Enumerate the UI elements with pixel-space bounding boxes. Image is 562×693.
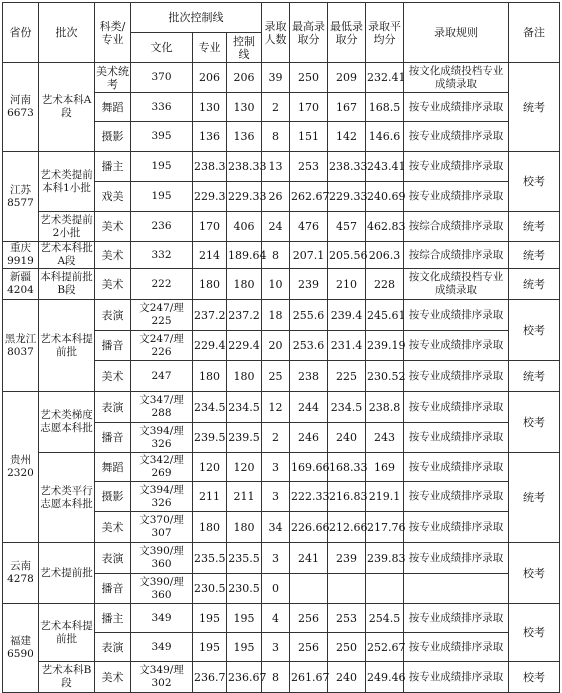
culture-cell: 332 — [131, 242, 193, 269]
category-cell: 戏美 — [95, 182, 131, 212]
category-cell: 舞蹈 — [95, 93, 131, 122]
avg-score-cell: 462.83 — [366, 212, 404, 242]
max-score-cell: 261.67 — [290, 662, 328, 693]
control-line-cell: 136 — [227, 122, 262, 152]
note-cell: 校考 — [509, 662, 560, 693]
culture-cell: 文347/理288 — [131, 392, 193, 423]
province-cell: 福建6590 — [3, 604, 39, 693]
avg-score-cell: 239.83 — [366, 543, 404, 574]
control-line-cell: 180 — [227, 361, 262, 392]
rule-cell: 按专业成绩排序录取 — [404, 300, 509, 331]
category-cell: 美术 — [95, 242, 131, 269]
min-score-cell: 239 — [328, 543, 366, 574]
table-row — [3, 300, 560, 331]
province-cell: 黑龙江8037 — [3, 300, 39, 392]
admit-count-cell: 0 — [262, 574, 290, 604]
admit-count-cell: 12 — [262, 392, 290, 423]
avg-score-cell: 168.5 — [366, 93, 404, 122]
admit-count-cell: 3 — [262, 543, 290, 574]
min-score-cell: 234.5 — [328, 392, 366, 423]
admit-count-cell: 25 — [262, 361, 290, 392]
min-score-cell: 457 — [328, 212, 366, 242]
category-cell: 美术 — [95, 512, 131, 543]
avg-score-cell: 254.5 — [366, 604, 404, 633]
control-line-cell: 237.2 — [227, 300, 262, 331]
admit-count-cell: 20 — [262, 331, 290, 361]
header-batch: 批次 — [39, 3, 95, 63]
note-cell: 统考 — [509, 361, 560, 392]
control-line-cell: 238.33 — [227, 152, 262, 182]
culture-cell: 370 — [131, 63, 193, 93]
culture-cell: 文342/理269 — [131, 453, 193, 482]
province-cell: 江苏8577 — [3, 152, 39, 242]
control-line-cell: 180 — [227, 512, 262, 543]
major-line-cell: 238.3 — [193, 152, 227, 182]
culture-cell: 文370/理307 — [131, 512, 193, 543]
category-cell: 舞蹈 — [95, 453, 131, 482]
avg-score-cell: 217.76 — [366, 512, 404, 543]
major-line-cell: 195 — [193, 633, 227, 662]
rule-cell: 按文化成绩投档专业成绩录取 — [404, 269, 509, 300]
control-line-cell: 239.5 — [227, 423, 262, 453]
category-cell: 表演 — [95, 543, 131, 574]
header-min-score: 最低录取分 — [328, 3, 366, 63]
control-line-cell: 206 — [227, 63, 262, 93]
control-line-cell: 189.64 — [227, 242, 262, 269]
province-cell: 重庆9919 — [3, 242, 39, 269]
min-score-cell: 240 — [328, 662, 366, 693]
culture-cell: 文390/理360 — [131, 574, 193, 604]
major-line-cell: 211 — [193, 482, 227, 512]
max-score-cell: 170 — [290, 93, 328, 122]
rule-cell: 按专业成绩排序录取 — [404, 392, 509, 423]
admit-count-cell: 2 — [262, 423, 290, 453]
min-score-cell: 250 — [328, 633, 366, 662]
min-score-cell: 205.56 — [328, 242, 366, 269]
avg-score-cell: 232.41 — [366, 63, 404, 93]
major-line-cell: 235.5 — [193, 543, 227, 574]
max-score-cell: 222.33 — [290, 482, 328, 512]
admit-count-cell: 8 — [262, 662, 290, 693]
batch-cell: 艺术本科批A段 — [40, 242, 93, 267]
rule-cell: 按专业成绩排序录取 — [404, 122, 509, 152]
culture-cell: 395 — [131, 122, 193, 152]
table-row — [3, 152, 560, 182]
rule-cell — [404, 574, 509, 604]
max-score-cell: 246 — [290, 423, 328, 453]
culture-cell: 336 — [131, 93, 193, 122]
max-score-cell: 256 — [290, 633, 328, 662]
table-row — [3, 212, 560, 242]
min-score-cell — [328, 574, 366, 604]
header-category: 科类/专业 — [95, 3, 131, 63]
max-score-cell: 244 — [290, 392, 328, 423]
rule-cell: 按专业成绩排序录取 — [404, 543, 509, 574]
major-line-cell: 180 — [193, 512, 227, 543]
major-line-cell: 236.7 — [193, 662, 227, 693]
note-cell: 统考 — [509, 63, 560, 152]
culture-cell: 文390/理360 — [131, 543, 193, 574]
control-line-cell: 120 — [227, 453, 262, 482]
culture-cell: 文247/理225 — [131, 300, 193, 331]
admit-count-cell: 8 — [262, 122, 290, 152]
min-score-cell: 209 — [328, 63, 366, 93]
batch-cell: 艺术类提前本科1小批 — [39, 152, 95, 212]
max-score-cell: 226.66 — [290, 512, 328, 543]
control-line-cell: 195 — [227, 604, 262, 633]
control-line-cell: 180 — [227, 269, 262, 300]
culture-cell: 文349/理302 — [131, 662, 193, 693]
table-row — [3, 269, 560, 300]
major-line-cell: 120 — [193, 453, 227, 482]
category-cell: 摄影 — [95, 122, 131, 152]
control-line-cell: 236.67 — [227, 662, 262, 693]
control-line-cell: 130 — [227, 93, 262, 122]
major-line-cell: 229.4 — [193, 331, 227, 361]
rule-cell: 按专业成绩排序录取 — [404, 453, 509, 482]
header-max-score: 最高录取分 — [290, 3, 328, 63]
avg-score-cell: 252.67 — [366, 633, 404, 662]
table-row — [3, 604, 560, 633]
table-row — [3, 392, 560, 423]
admit-count-cell: 34 — [262, 512, 290, 543]
min-score-cell: 238.33 — [328, 152, 366, 182]
category-cell: 美术 — [95, 269, 131, 300]
header-major: 专业 — [193, 33, 227, 63]
batch-cell: 艺术本科A段 — [39, 63, 95, 152]
category-cell: 播音 — [95, 331, 131, 361]
culture-cell: 222 — [131, 269, 193, 300]
rule-cell: 按专业成绩排序录取 — [404, 604, 509, 633]
batch-cell: 艺术类梯度志愿本科批 — [39, 392, 95, 453]
major-line-cell: 136 — [193, 122, 227, 152]
category-cell: 美术 — [95, 361, 131, 392]
max-score-cell: 207.1 — [290, 242, 328, 269]
control-line-cell: 230.5 — [227, 574, 262, 604]
major-line-cell: 229.3 — [193, 182, 227, 212]
max-score-cell — [290, 574, 328, 604]
admit-count-cell: 3 — [262, 453, 290, 482]
note-cell: 校考 — [509, 543, 560, 604]
control-line-cell: 406 — [227, 212, 262, 242]
category-cell: 表演 — [95, 300, 131, 331]
admit-count-cell: 2 — [262, 93, 290, 122]
major-line-cell: 234.5 — [193, 392, 227, 423]
max-score-cell: 255.6 — [290, 300, 328, 331]
avg-score-cell: 249.46 — [366, 662, 404, 693]
culture-cell: 247 — [131, 361, 193, 392]
max-score-cell: 151 — [290, 122, 328, 152]
major-line-cell: 214 — [193, 242, 227, 269]
header-note: 备注 — [509, 3, 560, 63]
note-cell: 校考 — [509, 604, 560, 662]
rule-cell: 按专业成绩排序录取 — [404, 182, 509, 212]
rule-cell: 按文化成绩投档专业成绩录取 — [404, 63, 509, 93]
major-line-cell: 180 — [193, 269, 227, 300]
admit-count-cell: 13 — [262, 152, 290, 182]
province-cell: 新疆4204 — [3, 269, 39, 300]
category-cell: 表演 — [95, 633, 131, 662]
rule-cell: 按专业成绩排序录取 — [404, 482, 509, 512]
major-line-cell: 195 — [193, 604, 227, 633]
category-cell: 播主 — [95, 152, 131, 182]
avg-score-cell: 146.6 — [366, 122, 404, 152]
max-score-cell: 476 — [290, 212, 328, 242]
admit-count-cell: 8 — [262, 242, 290, 269]
control-line-cell: 234.5 — [227, 392, 262, 423]
rule-cell: 按专业成绩排序录取 — [404, 662, 509, 693]
rule-cell: 按综合成绩排序录取 — [404, 242, 509, 269]
category-cell: 美术 — [95, 662, 131, 693]
note-cell: 校考 — [509, 300, 560, 361]
batch-cell: 艺术提前批 — [39, 543, 95, 604]
min-score-cell: 240 — [328, 423, 366, 453]
category-cell: 摄影 — [95, 482, 131, 512]
note-cell: 统考 — [509, 453, 560, 543]
admit-count-cell: 3 — [262, 633, 290, 662]
admit-count-cell: 24 — [262, 212, 290, 242]
control-line-cell: 235.5 — [227, 543, 262, 574]
culture-cell: 195 — [131, 182, 193, 212]
table-row — [3, 662, 560, 693]
culture-cell: 文247/理226 — [131, 331, 193, 361]
category-cell: 播音 — [95, 423, 131, 453]
note-cell: 校考 — [509, 392, 560, 453]
admission-score-table — [2, 2, 560, 693]
batch-cell: 艺术本科提前批 — [39, 604, 95, 662]
note-cell: 校考 — [509, 152, 560, 212]
batch-cell: 本科提前批B段 — [39, 269, 95, 300]
rule-cell: 按专业成绩排序录取 — [404, 331, 509, 361]
culture-cell: 236 — [131, 212, 193, 242]
avg-score-cell: 206.3 — [366, 242, 404, 269]
avg-score-cell: 243 — [366, 423, 404, 453]
table-row — [3, 453, 560, 482]
note-cell: 统考 — [509, 242, 560, 269]
max-score-cell: 253.6 — [290, 331, 328, 361]
header-rule: 录取规则 — [404, 3, 509, 63]
max-score-cell: 256 — [290, 604, 328, 633]
culture-cell: 文394/理326 — [131, 423, 193, 453]
avg-score-cell: 240.69 — [366, 182, 404, 212]
table-row — [3, 242, 560, 269]
control-line-cell: 229.33 — [227, 182, 262, 212]
header-admit-count: 录取人数 — [262, 3, 290, 63]
avg-score-cell — [366, 574, 404, 604]
major-line-cell: 130 — [193, 93, 227, 122]
min-score-cell: 231.4 — [328, 331, 366, 361]
max-score-cell: 239 — [290, 269, 328, 300]
note-cell: 统考 — [509, 212, 560, 242]
avg-score-cell: 239.19 — [366, 331, 404, 361]
admit-count-cell: 18 — [262, 300, 290, 331]
min-score-cell: 168.33 — [328, 453, 366, 482]
major-line-cell: 170 — [193, 212, 227, 242]
culture-cell: 349 — [131, 604, 193, 633]
min-score-cell: 225 — [328, 361, 366, 392]
category-cell: 表演 — [95, 392, 131, 423]
table-row — [3, 543, 560, 574]
max-score-cell: 262.67 — [290, 182, 328, 212]
major-line-cell: 206 — [193, 63, 227, 93]
admit-count-cell: 3 — [262, 482, 290, 512]
major-line-cell: 180 — [193, 361, 227, 392]
avg-score-cell: 238.8 — [366, 392, 404, 423]
rule-cell: 按专业成绩排序录取 — [404, 93, 509, 122]
rule-cell: 按专业成绩排序录取 — [404, 361, 509, 392]
rule-cell: 按专业成绩排序录取 — [404, 152, 509, 182]
major-line-cell: 239.5 — [193, 423, 227, 453]
table-row — [3, 63, 560, 93]
category-cell: 美术统考 — [96, 64, 129, 91]
batch-cell: 艺术类提前2小批 — [39, 212, 95, 242]
category-cell: 美术 — [95, 212, 131, 242]
batch-cell: 艺术本科B段 — [39, 662, 95, 693]
max-score-cell: 250 — [290, 63, 328, 93]
avg-score-cell: 243.41 — [366, 152, 404, 182]
province-cell: 河南6673 — [3, 63, 39, 152]
min-score-cell: 212.66 — [328, 512, 366, 543]
control-line-cell: 195 — [227, 633, 262, 662]
culture-cell: 文394/理326 — [131, 482, 193, 512]
major-line-cell: 230.5 — [193, 574, 227, 604]
major-line-cell: 237.2 — [193, 300, 227, 331]
max-score-cell: 169.66 — [290, 453, 328, 482]
min-score-cell: 229.33 — [328, 182, 366, 212]
min-score-cell: 142 — [328, 122, 366, 152]
avg-score-cell: 230.52 — [366, 361, 404, 392]
culture-cell: 195 — [131, 152, 193, 182]
rule-cell: 按专业成绩排序录取 — [404, 423, 509, 453]
max-score-cell: 241 — [290, 543, 328, 574]
avg-score-cell: 228 — [366, 269, 404, 300]
batch-cell: 艺术本科提前批 — [39, 300, 95, 392]
admit-count-cell: 4 — [262, 604, 290, 633]
admit-count-cell: 39 — [262, 63, 290, 93]
max-score-cell: 253 — [290, 152, 328, 182]
category-cell: 播音 — [95, 574, 131, 604]
max-score-cell: 238 — [290, 361, 328, 392]
admit-count-cell: 26 — [262, 182, 290, 212]
rule-cell: 按综合成绩排序录取 — [404, 212, 509, 242]
avg-score-cell: 219.1 — [366, 482, 404, 512]
avg-score-cell: 169 — [366, 453, 404, 482]
header-culture: 文化 — [131, 33, 193, 63]
min-score-cell: 167 — [328, 93, 366, 122]
header-control-line: 批次控制线 — [131, 3, 262, 33]
province-cell: 贵州2320 — [3, 392, 39, 543]
header-province: 省份 — [3, 3, 39, 63]
min-score-cell: 239.4 — [328, 300, 366, 331]
rule-cell: 按专业成绩排序录取 — [404, 633, 509, 662]
min-score-cell: 253 — [328, 604, 366, 633]
culture-cell: 349 — [131, 633, 193, 662]
admit-count-cell: 10 — [262, 269, 290, 300]
min-score-cell: 216.83 — [328, 482, 366, 512]
header-avg-score: 录取平均分 — [366, 3, 404, 63]
batch-cell: 艺术类平行志愿本科批 — [39, 453, 95, 543]
note-cell: 统考 — [509, 269, 560, 300]
province-cell: 云南4278 — [3, 543, 39, 604]
rule-cell: 按专业成绩排序录取 — [404, 512, 509, 543]
category-cell: 播主 — [95, 604, 131, 633]
min-score-cell: 210 — [328, 269, 366, 300]
control-line-cell: 229.4 — [227, 331, 262, 361]
avg-score-cell: 245.61 — [366, 300, 404, 331]
header-ctrl: 控制线 — [227, 33, 262, 63]
control-line-cell: 211 — [227, 482, 262, 512]
